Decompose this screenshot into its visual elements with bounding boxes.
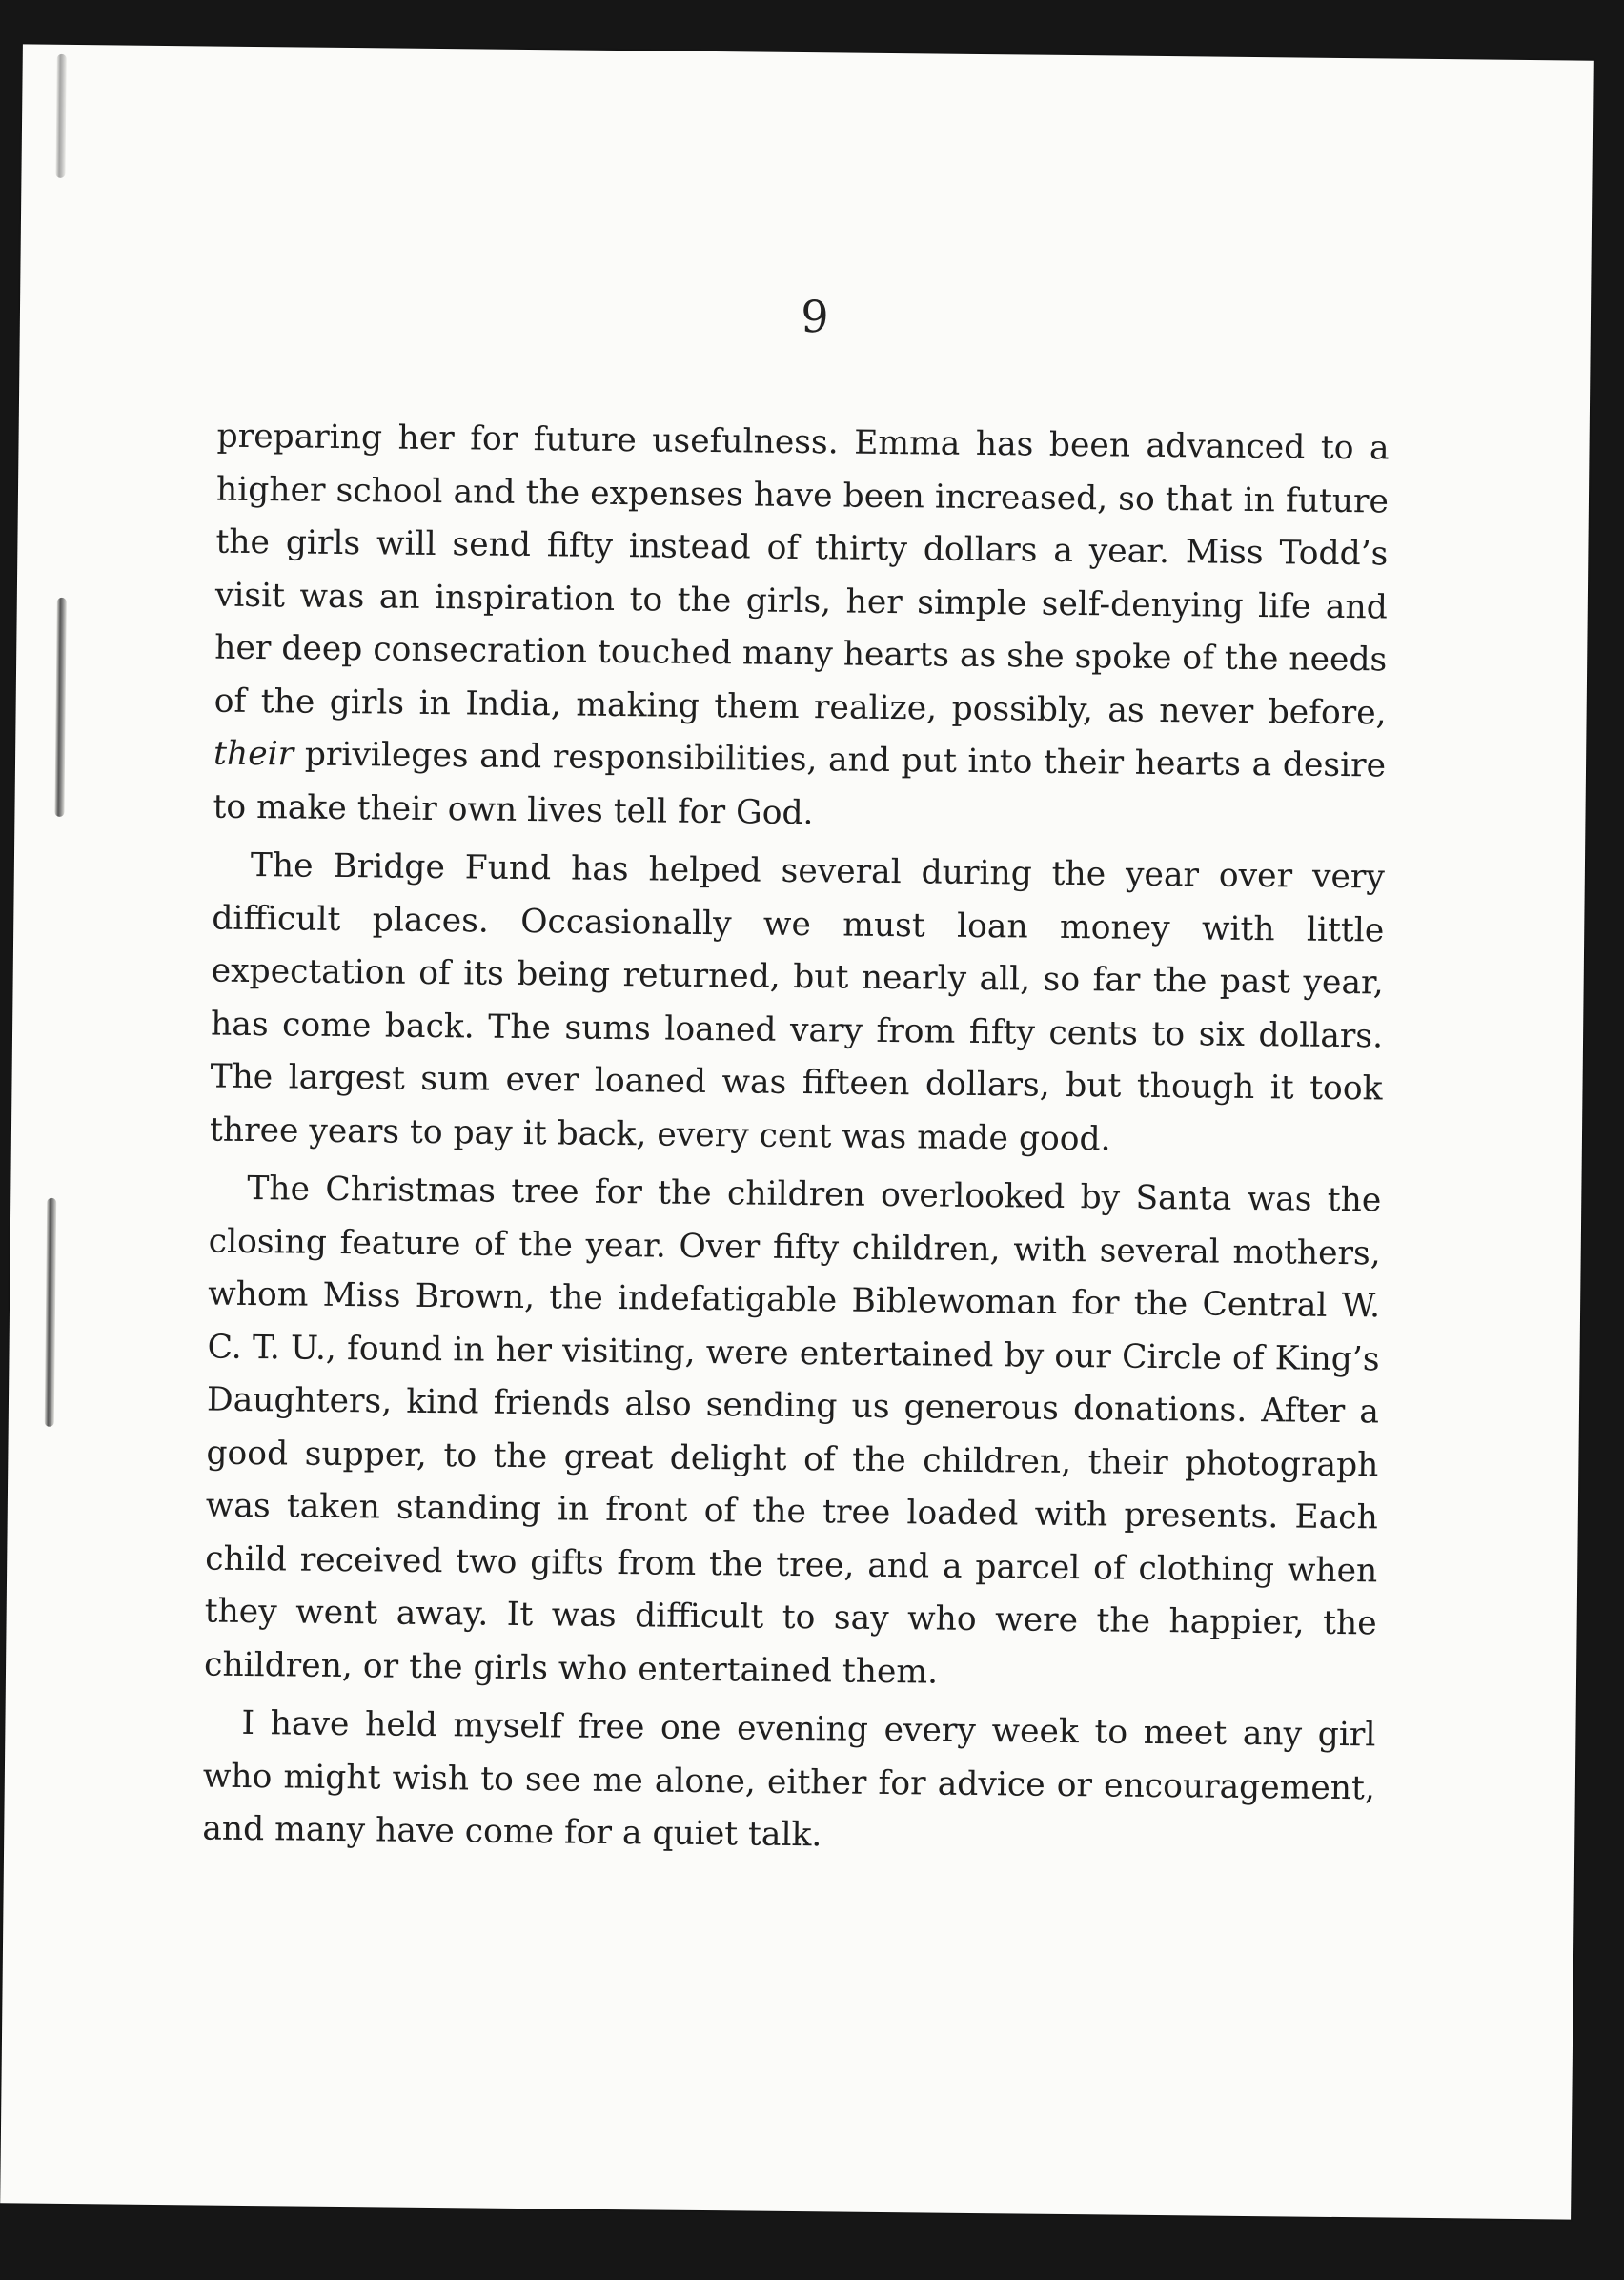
- body-text: [202, 411, 1390, 1874]
- paragraph-text: privileges and responsibilities, and put into their hearts a desire to make their own lives tell for God.: [213, 735, 1387, 832]
- paragraph-continued: [213, 411, 1390, 846]
- paragraph-bridge-fund: The Bridge Fund has helped several during the year over very difficult places. Occasionally we must loan money with little expectation of its being returned, but nearly all, so far the past year, has come back. The sums loaned vary from fifty cents to six dollars. The largest sum ever loaned was fifteen dollars, but though it took three years to pay it back, every cent was made good.: [209, 845, 1386, 1158]
- binding-stitch-mark: [55, 54, 66, 178]
- binding-stitch-mark: [54, 598, 66, 817]
- paragraph-evening-meetings: I have held myself free one evening every week to meet any girl who might wish to see me alone, either for advice or encouragement, and many have come for a quiet talk.: [202, 1703, 1376, 1855]
- emphasized-word: their: [213, 734, 294, 774]
- paragraph-christmas-tree: The Christmas tree for the children overlooked by Santa was the closing feature of the year. Over fifty children, with several mothers, whom Miss Brown, the indefatigable Biblewoman for the Central W. C. T. U., found in her visiting, were entertained by our Circle of King’s Daughters, kind friends also sending us generous donations. After a good supper, to the great delight of the children, their photograph was taken standing in front of the tree loaded with presents. Each child received two gifts from the tree, and a parcel of clothing when they went away. It was difficult to say who were the happier, the children, or the girls who entertained them.: [203, 1169, 1382, 1692]
- page-number: 9: [801, 290, 829, 343]
- binding-stitch-mark: [45, 1198, 57, 1427]
- book-page: [0, 44, 1594, 2219]
- paragraph-text: preparing her for future usefulness. Emma has been advanced to a higher school and the expenses have been increased, so that in future the girls will send fifty instead of thirty dollars a year. Miss Todd’s visit was an inspiration to the girls, her simple self-denying life and her deep consecration touched many hearts as she spoke of the needs of the girls in India, making them realize, possibly, as never before,: [213, 417, 1390, 732]
